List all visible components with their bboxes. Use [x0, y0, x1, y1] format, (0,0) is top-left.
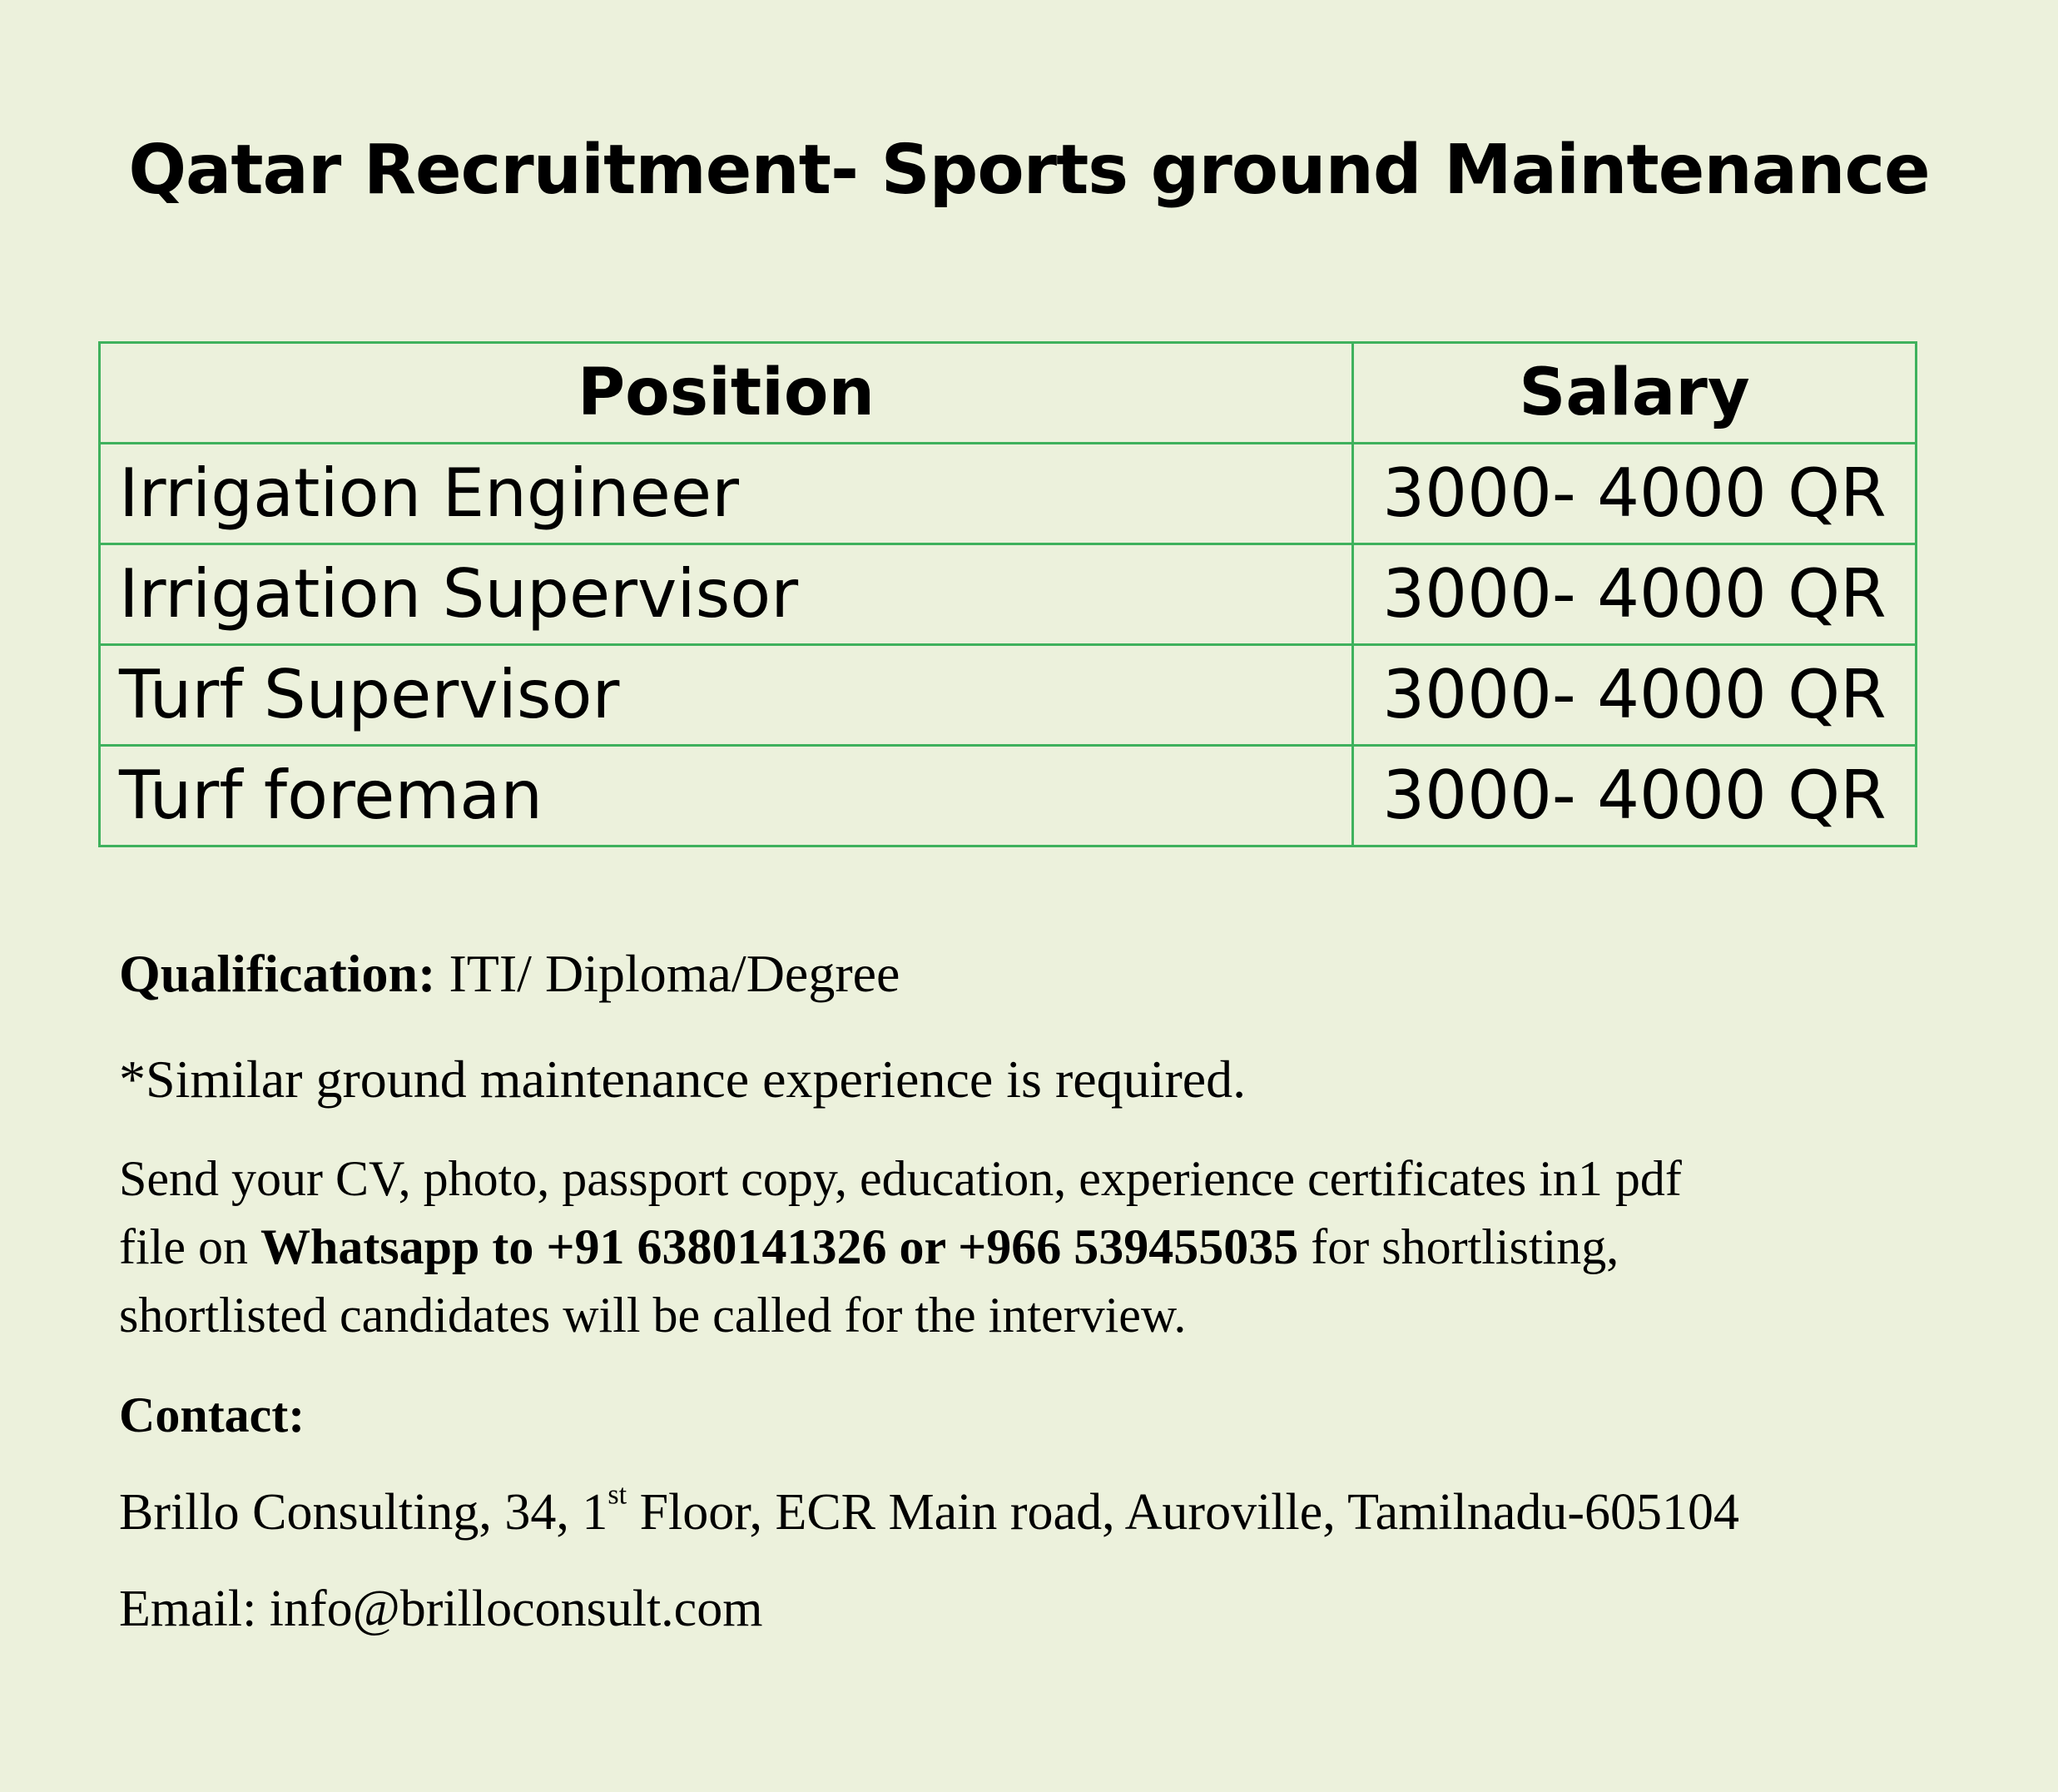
table-row [100, 544, 1917, 645]
table-row [100, 444, 1917, 544]
position-cell: Turf foreman [100, 746, 1353, 846]
contact-email: Email: info@brilloconsult.com [119, 1581, 763, 1637]
qualification-value: ITI/ Diploma/Degree [435, 944, 900, 1003]
instructions-line-2-prefix: file on [119, 1219, 260, 1274]
instructions-line-2-suffix: for shortlisting, [1298, 1219, 1619, 1274]
table-header-row [100, 343, 1917, 444]
header-position: Position [100, 343, 1353, 444]
positions-table [98, 341, 1917, 847]
whatsapp-numbers: Whatsapp to +91 6380141326 or +966 539455035 [260, 1219, 1299, 1274]
salary-cell: 3000- 4000 QR [1353, 544, 1917, 645]
position-cell: Irrigation Supervisor [100, 544, 1353, 645]
page-title: Qatar Recruitment- Sports ground Maintenance [128, 131, 1930, 210]
salary-cell: 3000- 4000 QR [1353, 645, 1917, 746]
salary-cell: 3000- 4000 QR [1353, 444, 1917, 544]
position-cell: Turf Supervisor [100, 645, 1353, 746]
instructions-line-1: Send your CV, photo, passport copy, education, experience certificates in1 pdf [119, 1151, 1682, 1206]
table-row [100, 746, 1917, 846]
contact-address [119, 1475, 1739, 1550]
instructions-line-2 [119, 1213, 1682, 1281]
position-cell: Irrigation Engineer [100, 444, 1353, 544]
experience-note: *Similar ground maintenance experience is required. [119, 1050, 1247, 1109]
qualification-line [119, 936, 900, 1011]
qualification-label: Qualification: [119, 944, 436, 1003]
address-part-1: Brillo Consulting, 34, 1 [119, 1484, 608, 1541]
contact-heading: Contact: [119, 1387, 305, 1442]
header-salary: Salary [1353, 343, 1917, 444]
address-part-2: Floor, ECR Main road, Auroville, Tamilnadu-605104 [627, 1484, 1740, 1541]
instructions-line-3: shortlisted candidates will be called for the interview. [119, 1288, 1187, 1343]
table-row [100, 645, 1917, 746]
application-instructions [119, 1144, 1682, 1349]
salary-cell: 3000- 4000 QR [1353, 746, 1917, 846]
address-superscript: st [607, 1479, 627, 1511]
